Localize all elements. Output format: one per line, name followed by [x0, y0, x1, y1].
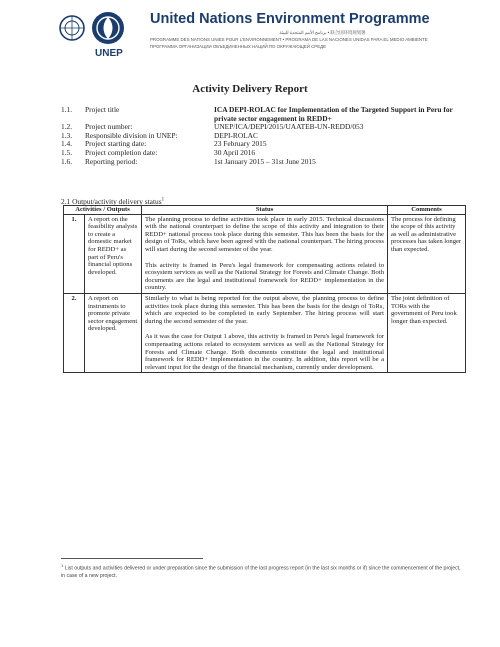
activity-cell: A report on instruments to promote private sector engagement developed.	[85, 293, 142, 372]
org-name-french-spanish: PROGRAMME DES NATIONS UNIES POUR L'ENVIRONNEMENT • PROGRAMA DE LAS NACIONES UNIDAS PARA EL MEDIO AMBIENTE	[150, 37, 428, 42]
footnote-reference: 1	[161, 197, 165, 203]
row-number: 2.	[64, 293, 85, 372]
unep-logo-text: UNEP	[95, 48, 123, 59]
un-emblem-icon	[58, 14, 86, 42]
comment-cell: The process for defining the scope of this activity as well as administrative processes has taken longer than expected.	[388, 214, 466, 293]
table-header-row	[64, 206, 466, 215]
info-label: Reporting period:	[85, 156, 138, 166]
project-info	[61, 106, 461, 166]
info-label: Responsible division in UNEP:	[85, 130, 178, 140]
info-value: ICA DEPI-ROLAC for Implementation of the Targeted Support in Peru for private sector engagement in REDD+	[214, 105, 453, 123]
footnote-mark: 1	[61, 563, 64, 568]
org-name-russian: ПРОГРАММА ОРГАНИЗАЦИИ ОБЪЕДИНЕННЫХ НАЦИЙ ПО ОКРУЖАЮЩЕЙ СРЕДЕ	[150, 44, 327, 49]
table-row	[64, 214, 466, 293]
status-paragraph: This activity is framed in Peru's legal framework for compensating actions related to ecosystem services as well as the National Strategy for Forests and Climate Change. Both documents are the legal and institutional framework for REDD+ implementation in the country.	[145, 261, 384, 292]
comment-cell: The joint definition of TORs with the government of Peru took longer than expected.	[388, 293, 466, 372]
footnote	[61, 562, 466, 580]
header-activities-outputs: Activities / Outputs	[64, 206, 142, 215]
header-comments: Comments	[388, 206, 466, 215]
info-number: 1.3.	[61, 130, 73, 140]
info-label: Project starting date:	[85, 139, 147, 149]
info-label: Project title	[85, 105, 120, 114]
info-number: 1.2.	[61, 122, 73, 132]
status-paragraph: As it was the case for Output 1 above, this activity is framed in Peru's legal framework for compensating actions related to ecosystem services as well as the National Strategy for Forests and Climate Change. Both documents constitute the legal and institutional framework for REDD+ implementation in the country. In addition, this report will be a relevant input for the design of the financial mechanism, currently under development.	[145, 333, 384, 371]
info-number: 1.4.	[61, 139, 73, 149]
info-label: Project completion date:	[85, 147, 158, 157]
header-status: Status	[142, 206, 388, 215]
info-value: UNEP/ICA/DEPI/2015/UAATEB-UN-REDD/053	[214, 122, 364, 132]
info-value: 1st January 2015 – 31st June 2015	[214, 156, 316, 166]
org-name-arabic-chinese: برنامج الأمم المتحدة للبيئة • 联合国环境规划署	[279, 30, 366, 35]
info-value: DEPI-ROLAC	[214, 130, 258, 140]
info-label: Project number:	[85, 122, 133, 132]
project-info-row	[61, 106, 461, 123]
footnote-divider	[61, 558, 203, 559]
status-cell	[142, 293, 388, 372]
footnote-text: List outputs and activities delivered or under preparation since the submission of the last progress report (in the last six months or if) since the commencement of the project, in case of a new project.	[61, 565, 461, 579]
organization-multilingual-names	[150, 29, 495, 50]
organization-title: United Nations Environment Programme	[150, 11, 430, 27]
info-value: 23 February 2015	[214, 139, 267, 149]
info-number: 1.1.	[61, 105, 73, 114]
project-info-row	[61, 158, 461, 167]
status-paragraph: The planning process to define activities took place in early 2015. Technical discussions with the national counterpart to define the scope of this activity and integration to their REDD+ national process took place during this semester. This has been the basis for the design of ToRs, which have been agreed with the national counterpart. The hiring process will start during the second semester of the year.	[145, 215, 384, 253]
info-value: 30 April 2016	[214, 147, 256, 157]
letterhead	[58, 8, 498, 66]
info-number: 1.6.	[61, 156, 73, 166]
document-title: Activity Delivery Report	[192, 83, 308, 95]
row-number: 1.	[64, 214, 85, 293]
delivery-status-table	[63, 205, 466, 373]
activity-cell: A report on the feasibility analysis to create a domestic market for REDD+ as part of Peru's financial options developed.	[85, 214, 142, 293]
table-row	[64, 293, 466, 372]
status-paragraph: Similarly to what is being reported for the output above, the planning process to define activities took place during this semester. This has been the basis for the design of ToRs, which are expected to be completed in early September. The hiring process will start during the second semester of the year.	[145, 294, 384, 325]
status-cell	[142, 214, 388, 293]
unep-emblem-icon	[90, 10, 126, 46]
info-number: 1.5.	[61, 147, 73, 157]
status-heading-text: 2.1 Output/activity delivery status	[61, 197, 162, 206]
